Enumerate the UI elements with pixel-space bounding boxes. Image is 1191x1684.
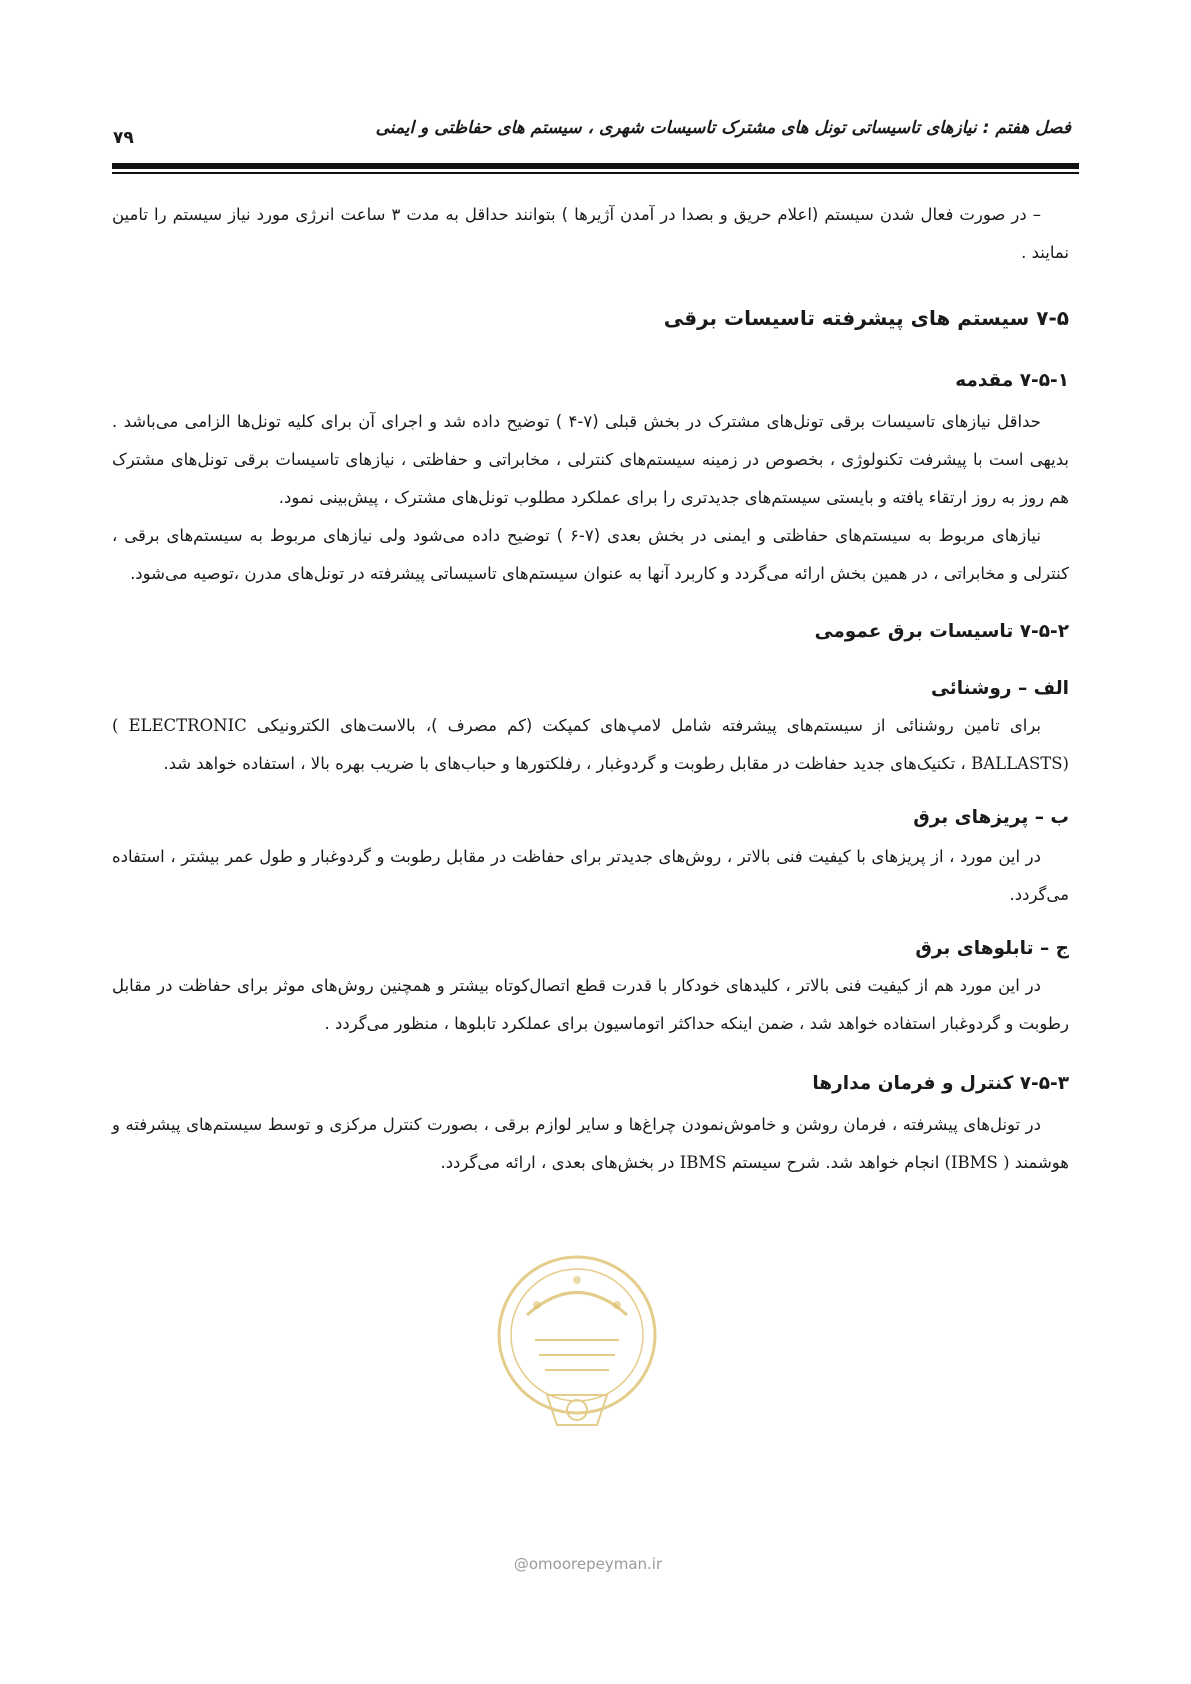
sockets-heading: ب – پریزهای برق [913,807,1069,828]
lighting-text-start: برای تامین روشنائی از سیستم‌های پیشرفته شامل لامپ‌های کمپکت (کم مصرف )، بالاست‌های الکترونیکی [256,716,1042,735]
page-number: ۷۹ [113,128,134,148]
sockets-paragraph: در این مورد ، از پریزهای با کیفیت فنی بالاتر ، روش‌های جدیدتر برای حفاظت در مقابل رطوبت و گردوغبار و طول عمر بیشتر ، استفاده می‌گردد. [112,847,1069,904]
circuit-control-paragraph [112,1106,1069,1182]
intro-subsection-paragraph-1: حداقل نیازهای تاسیسات برقی تونل‌های مشترک در بخش قبلی (۷-۴ ) توضیح داده شد و اجرای آن برای کلیه تونل‌ها الزامی می‌باشد . بدیهی است با پیشرفت تکنولوژی ، بخصوص در زمینه سیستم‌های کنترلی ، مخابراتی و حفاظتی ، نیازهای تاسیسات برقی تونل‌های مشترک هم روز به روز ارتقاء یافته و بایستی سیستم‌های جدیدتری را برای عملکرد مطلوب تونل‌های مشترک ، پیش‌بینی نمود. [112,412,1069,507]
ibms-latin-term-2: IBMS [679,1153,727,1172]
watermark-url [488,1555,688,1573]
lighting-paragraph [112,707,1069,783]
circuit-text-start: در تونل‌های پیشرفته ، فرمان روشن و خاموش‌نمودن چراغ‌ها و سایر لوازم برقی ، بصورت کنترل مرکزی و توسط سیستم‌های پیشرفته و هوشمند [112,1115,1069,1172]
subsection-heading-circuit-control: ۷-۵-۳ کنترل و فرمان مدارها [812,1073,1069,1094]
circuit-text-end: در بخش‌های بعدی ، ارائه می‌گردد. [440,1153,675,1172]
panels-paragraph: در این مورد هم از کیفیت فنی بالاتر ، کلیدهای خودکار با قدرت قطع اتصال‌کوتاه بیشتر و همچنین روش‌های موثر برای حفاظت در مقابل رطوبت و گردوغبار استفاده خواهد شد ، ضمن اینکه حداکثر اتوماسیون برای عملکرد تابلوها ، منظور می‌گردد . [112,976,1069,1033]
panels-heading: ج – تابلوهای برق [915,938,1069,959]
section-heading: ۷-۵ سیستم های پیشرفته تاسیسات برقی [663,306,1069,330]
circuit-text-mid: انجام خواهد شد. شرح سیستم [731,1153,940,1172]
ballasts-latin-term: ( ELECTRONIC BALLASTS) [112,716,1069,773]
page-body [112,196,1069,1182]
subsection-heading-general-electrical: ۷-۵-۲ تاسیسات برق عمومی [814,621,1069,642]
header-rule-thin [112,172,1079,174]
subsection-heading-intro: ۷-۵-۱ مقدمه [955,370,1069,391]
watermark-at-icon: @ [513,1555,529,1573]
intro-paragraph: – در صورت فعال شدن سیستم (اعلام حریق و بصدا در آمدن آژیرها ) بتوانند حداقل به مدت ۳ ساعت انرژی مورد نیاز سیستم را تامین نمایند . [112,205,1069,262]
watermark-url-text: omoorepeyman.ir [528,1555,663,1573]
lighting-text-end: ، تکنیک‌های جدید حفاظت در مقابل رطوبت و گردوغبار ، رفلکتورها و حباب‌های با ضریب بهره بالا ، استفاده خواهد شد. [163,754,966,773]
ibms-latin-term-1: (IBMS ) [944,1153,1010,1172]
publisher-seal-watermark [487,1245,667,1460]
header-rule-thick [112,163,1079,169]
intro-subsection-paragraph-2: نیازهای مربوط به سیستم‌های حفاظتی و ایمنی در بخش بعدی (۷-۶ ) توضیح داده می‌شود ولی نیازهای مربوط به سیستم‌های برقی ، کنترلی و مخابراتی ، در همین بخش ارائه می‌گردد و کاربرد آنها به عنوان سیستم‌های تاسیساتی پیشرفته در تونل‌های مدرن ،توصیه می‌شود. [112,526,1069,583]
chapter-header-title: فصل هفتم : نیازهای تاسیساتی تونل های مشترک تاسیسات شهری ، سیستم های حفاظتی و ایمنی [375,118,1071,138]
lighting-heading: الف – روشنائی [931,678,1069,699]
